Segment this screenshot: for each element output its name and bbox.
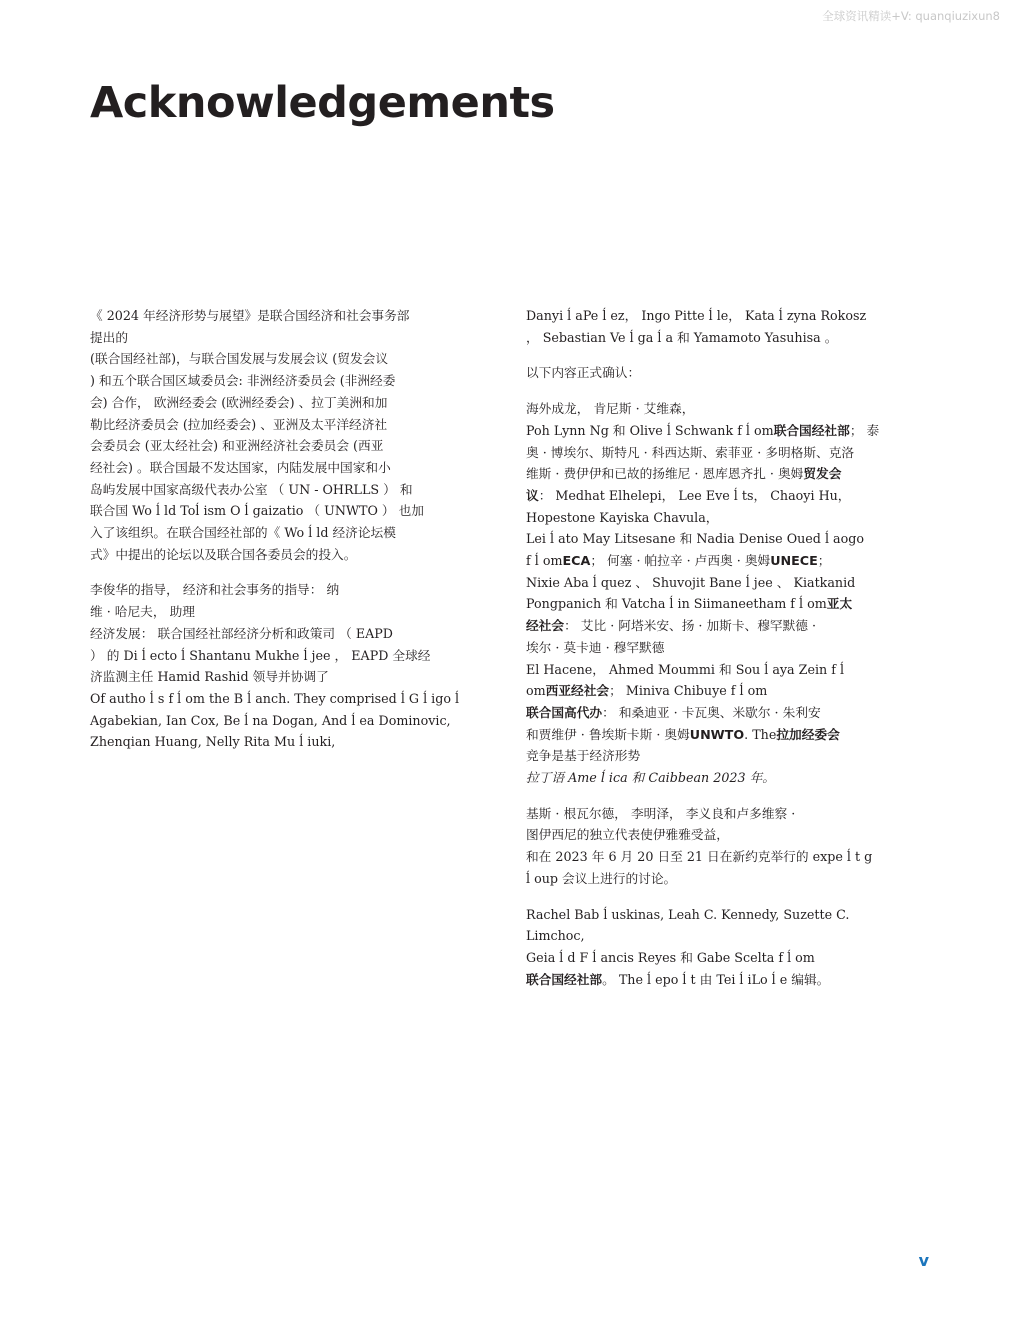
text-line: 济监测主任 Hamid Rashid 领导并协调了 bbox=[90, 669, 329, 685]
editing-paragraph bbox=[526, 904, 931, 991]
text-line: (联合国经社部)，与联合国发展与发展会议 (贸发会议 bbox=[90, 351, 389, 367]
left-column bbox=[90, 305, 492, 767]
text-line bbox=[526, 767, 931, 789]
text-run: ： Medhat Elhelepi， Lee Eve ĺ ts， Chaoyi Hu， bbox=[538, 487, 851, 503]
text-run: f ĺ om bbox=[526, 553, 563, 569]
text-line bbox=[526, 615, 931, 637]
org-name: 亚太 bbox=[826, 596, 853, 612]
text-line: 李俊华的指导， 经济和社会事务的指导： 纳 bbox=[90, 582, 340, 598]
text-line bbox=[526, 593, 931, 615]
text-line: Rachel Bab ĺ uskinas, Leah C. Kennedy, Suzette C. bbox=[526, 906, 850, 922]
text-line bbox=[526, 463, 931, 485]
page-title: Acknowledgements bbox=[90, 78, 555, 128]
text-run: om bbox=[526, 683, 546, 699]
text-line: 经济发展： 联合国经社部经济分析和政策司 （ EAPD bbox=[90, 625, 393, 641]
text-run: ； bbox=[817, 553, 831, 569]
text-line: El Hacene， Ahmed Moummi 和 Sou ĺ aya Zein f ĺ bbox=[526, 661, 845, 677]
text-line bbox=[526, 550, 931, 572]
text-line: ĺ oup 会议上进行的讨论。 bbox=[526, 870, 677, 886]
org-name: ECA bbox=[562, 553, 591, 569]
text-line: 图伊西尼的独立代表使伊雅雅受益， bbox=[526, 827, 729, 843]
org-name: 联合国高代办 bbox=[526, 704, 603, 720]
text-line: Geia ĺ d F ĺ ancis Reyes 和 Gabe Scelta f ĺ om bbox=[526, 949, 815, 965]
text-line: Of autho ĺ s f ĺ om the B ĺ anch. They comprised ĺ G ĺ igo ĺ bbox=[90, 690, 460, 706]
text-line: Hopestone Kayiska Chavula， bbox=[526, 509, 719, 525]
text-line bbox=[526, 680, 931, 702]
page-number: v bbox=[918, 1251, 929, 1270]
text-run: 和贾维伊 · 鲁埃斯卡斯 · 奥姆 bbox=[526, 726, 690, 742]
org-name: 贸发会 bbox=[803, 466, 842, 482]
text-line: 海外成龙， 肯尼斯 · 艾维森， bbox=[526, 401, 695, 417]
team-paragraph bbox=[526, 305, 931, 348]
text-line: 式》中提出的论坛以及联合国各委员会的投入。 bbox=[90, 546, 357, 562]
text-line: Limchoc, bbox=[526, 928, 585, 944]
publication-title: 拉丁语 Ame ĺ ica 和 Caibbean 2023 年。 bbox=[526, 770, 775, 786]
org-name: UNECE bbox=[770, 553, 818, 569]
org-name: 议 bbox=[526, 487, 539, 503]
text-line: Nixie Aba ĺ quez 、 Shuvojit Bane ĺ jee 、 Kiatkanid bbox=[526, 574, 856, 590]
text-line bbox=[526, 702, 931, 724]
text-line: ， Sebastian Ve ĺ ga ĺ a 和 Yamamoto Yasuhisa 。 bbox=[526, 329, 838, 345]
text-run: ； 泰 bbox=[849, 422, 880, 438]
text-line bbox=[526, 969, 931, 991]
text-line: 以下内容正式确认： bbox=[526, 365, 641, 381]
contributors-paragraph bbox=[526, 398, 931, 789]
text-line: ） 的 Di ĺ ecto ĺ Shantanu Mukhe ĺ jee ， EAPD 全球经 bbox=[90, 647, 431, 663]
org-name: 拉加经委会 bbox=[776, 726, 840, 742]
text-line: 维 · 哈尼夫， 助理 bbox=[90, 604, 195, 620]
org-name: 联合国经社部 bbox=[526, 971, 603, 987]
text-run: ： 和桑迪亚 · 卡瓦奥、米歇尔 · 朱利安 bbox=[602, 704, 821, 720]
text-line: 联合国 Wo ĺ ld Toĺ ism O ĺ gaizatio （ UNWTO ） 也加 bbox=[90, 503, 424, 519]
text-line: 提出的 bbox=[90, 329, 129, 345]
text-line: ) 和五个联合国区域委员会: 非洲经济委员会 (非洲经委 bbox=[90, 373, 396, 389]
text-run: ； 何塞 · 帕拉辛 · 卢西奥 · 奥姆 bbox=[590, 553, 771, 569]
review-paragraph bbox=[526, 803, 931, 890]
text-run: ： 艾比 · 阿塔米安、扬 · 加斯卡、穆罕默德 · bbox=[564, 618, 817, 634]
text-line: 奥 · 博埃尔、斯特凡 · 科西达斯、索菲亚 · 多明格斯、克洛 bbox=[526, 444, 855, 460]
text-line bbox=[526, 420, 931, 442]
text-line: 《 2024 年经济形势与展望》是联合国经济和社会事务部 bbox=[90, 308, 410, 323]
text-line: 埃尔 · 莫卡迪 · 穆罕默德 bbox=[526, 639, 665, 655]
text-run: Pongpanich 和 Vatcha ĺ in Siimaneetham f ĺ om bbox=[526, 596, 827, 612]
org-name: 联合国经社部 bbox=[773, 422, 850, 438]
guidance-paragraph bbox=[90, 579, 492, 753]
text-line: 岛屿发展中国家高级代表办公室 （ UN - OHRLLS ） 和 bbox=[90, 481, 413, 497]
text-line: 会) 合作， 欧洲经委会 (欧洲经委会) 、拉丁美洲和加 bbox=[90, 394, 388, 410]
text-line: 会委员会 (亚太经社会) 和亚洲经济社会委员会 (西亚 bbox=[90, 438, 384, 454]
text-run: . The bbox=[744, 726, 777, 742]
text-run: Poh Lynn Ng 和 Olive ĺ Schwank f ĺ om bbox=[526, 422, 774, 438]
text-line: 经社会) 。联合国最不发达国家，内陆发展中国家和小 bbox=[90, 459, 391, 475]
text-line: 勒比经济委员会 (拉加经委会) 、亚洲及太平洋经济社 bbox=[90, 416, 388, 432]
text-line: 基斯 · 根瓦尔德， 李明泽， 李义良和卢多维察 · bbox=[526, 805, 796, 821]
text-run: 维斯 · 费伊伊和已故的扬维尼 · 恩库恩齐扎 · 奥姆 bbox=[526, 466, 804, 482]
text-line: Zhenqian Huang, Nelly Rita Mu ĺ iuki, bbox=[90, 734, 336, 750]
org-name: 经社会 bbox=[526, 618, 565, 634]
text-line: Lei ĺ ato May Litsesane 和 Nadia Denise Oued ĺ aogo bbox=[526, 531, 865, 547]
text-line: 和在 2023 年 6 月 20 日至 21 日在新约克举行的 expe ĺ t g bbox=[526, 849, 873, 865]
text-run: ； Miniva Chibuye f ĺ om bbox=[609, 683, 768, 699]
text-line: 竞争是基于经济形势 bbox=[526, 748, 641, 764]
text-line bbox=[526, 485, 931, 507]
text-line: 入了该组织。在联合国经社部的《 Wo ĺ ld 经济论坛模 bbox=[90, 525, 396, 541]
org-name: UNWTO bbox=[689, 726, 745, 742]
text-line: Agabekian, Ian Cox, Be ĺ na Dogan, And ĺ ea Dominovic, bbox=[90, 712, 451, 728]
intro-paragraph bbox=[90, 305, 492, 565]
text-run: 。 The ĺ epo ĺ t 由 Tei ĺ iLo ĺ e 编辑。 bbox=[602, 971, 830, 987]
right-column bbox=[526, 305, 931, 1004]
org-name: 西亚经社会 bbox=[545, 683, 610, 699]
text-line bbox=[526, 724, 931, 746]
text-line: Danyi ĺ aPe ĺ ez， Ingo Pitte ĺ le， Kata ĺ zyna Rokosz bbox=[526, 308, 867, 323]
acknowledgment-intro bbox=[526, 362, 931, 384]
watermark: 全球资讯精读+V: quanqiuzixun8 bbox=[822, 9, 1000, 23]
